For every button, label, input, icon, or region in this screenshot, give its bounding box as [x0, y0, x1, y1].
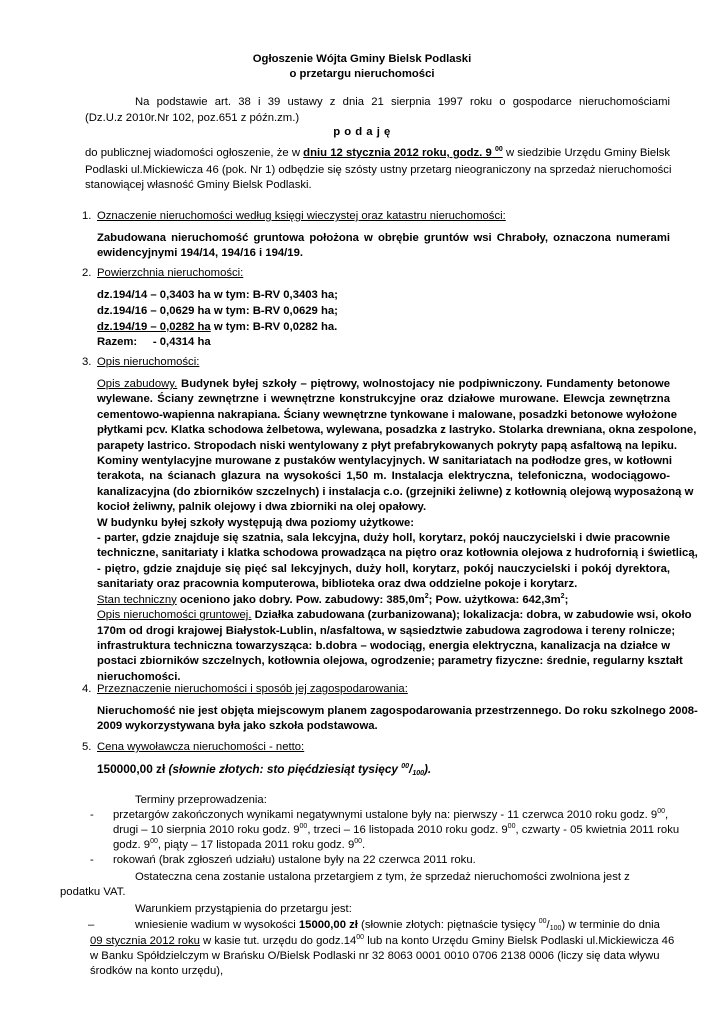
parcel-194-19-rest: w tym: B-RV 0,0282 ha.: [210, 320, 338, 333]
section-4-line-2: 2009 wykorzystywana była jako szkoła podstawowa.: [97, 720, 378, 733]
section-5-number: 5.: [82, 741, 92, 753]
starting-price: [97, 762, 670, 777]
section-3-line-10: W budynku byłej szkoły występują dwa poziomy użytkowe:: [97, 516, 414, 529]
intro-line-1: Na podstawie art. 38 i 39 ustawy z dnia 21 sierpnia 1997 roku o gospodarce nieruchomościami: [135, 96, 670, 108]
terms-dash-1: -: [90, 809, 94, 821]
land-description-line-1: [97, 608, 692, 623]
section-5-heading: Cena wywoławcza nieruchomości - netto:: [97, 741, 305, 753]
technical-state-line: [97, 593, 670, 608]
terms-line-4: rokowań (brak zgłoszeń udziału) ustalone były na 22 czerwca 2011 roku.: [113, 854, 476, 866]
terms-line-3-sup2: 00: [354, 838, 363, 845]
deposit-account-text: lub na konto Urzędu Gminy Bielsk Podlaski ul.Mickiewicza 46: [364, 935, 675, 947]
terms-line-1-end: ,: [664, 809, 669, 821]
terms-line-1-text: przetargów zakończonych wynikami negatywnymi ustalone były na: pierwszy - 11 czerwca 2010 roku godz. 9: [113, 809, 658, 821]
section-3-line-9: kocioł żeliwny, palnik olejowy i dwa zbiorniki na olej opałowy.: [97, 501, 427, 514]
announcement-text-b: w siedzibie Urzędu Gminy Bielsk: [502, 147, 671, 159]
deposit-text-b: (słownie złotych: piętnaście tysięcy: [357, 919, 539, 931]
terms-line-3-sup1: 00: [150, 838, 158, 845]
section-3-body: [97, 377, 698, 685]
section-1-heading: Oznaczenie nieruchomości według księgi wieczystej oraz katastru nieruchomości:: [97, 210, 506, 222]
price-fraction-num: 00: [401, 763, 410, 770]
section-3-line-11: - parter, gdzie znajduje się szatnia, sala lekcyjna, duży holl, korytarz, pokój nauczycielski i dwie pracownie: [97, 532, 670, 545]
section-2-heading: Powierzchnia nieruchomości:: [97, 267, 244, 279]
announcement-text-a: do publicznej wiadomości ogłoszenie, że w: [85, 147, 304, 159]
section-3-line-1-text: Budynek byłej szkoły – piętrowy, wolnostojacy nie podpiwniczony. Fundamenty betonowe: [177, 378, 670, 390]
terms-line-3: [113, 838, 670, 853]
land-description-line-3: infrastruktura techniczna towarzysząca: b.dobra – wodociąg, energia elektryczna, kanalizacja na działce w: [97, 639, 670, 652]
section-4-number: 4.: [82, 683, 92, 695]
section-3-number: 3.: [82, 356, 92, 368]
deposit-text-c: ) w terminie do dnia: [561, 919, 660, 931]
section-4-line-1: Nieruchomość nie jest objęta miejscowym planem zagospodarowania przestrzennego. Do roku szkolnego 2008-: [97, 705, 698, 717]
section-2-body: [97, 288, 670, 351]
conditions-line-1: [135, 918, 670, 933]
terms-line-2-c: , czwarty - 05 kwietnia 2011 roku: [515, 824, 680, 836]
parcel-194-14: dz.194/14 – 0,3403 ha w tym: B-RV 0,3403 ha;: [97, 289, 338, 301]
terms-line-1: [113, 808, 670, 823]
deposit-hour-sup: 00: [356, 934, 365, 941]
deposit-fraction-slash: /: [546, 919, 550, 931]
announcement-line-2: Podlaski ul.Mickiewicza 46 (pok. Nr 1) odbędzie się szósty ustny przetarg nieograniczony na sprzedaż nieruchomości: [85, 164, 672, 176]
price-words-end: ).: [424, 762, 432, 776]
section-2-number: 2.: [82, 267, 92, 279]
opis-zabudowy-label: Opis zabudowy.: [97, 378, 178, 390]
deposit-fraction-num: 00: [538, 918, 547, 925]
terms-line-3-c: .: [362, 839, 366, 851]
announcement-line-1: [85, 146, 670, 161]
section-3-line-2: wylewane. Ściany zewnętrzne i wewnętrzne konstrukcyjne oraz działowe murowane. Elewcja zewnętrzna: [97, 393, 670, 406]
section-1-body: [97, 231, 670, 261]
section-4-heading: Przeznaczenie nieruchomości i sposób jej zagospodarowania:: [97, 683, 408, 695]
podaje-heading: p o d a j ę: [333, 126, 391, 138]
section-1-line-1: Zabudowana nieruchomość gruntowa położona w obrębie gruntów wsi Chraboły, oznaczona numerami: [97, 232, 670, 244]
deposit-cashier-text: w kasie tut. urzędu do godz.14: [199, 935, 357, 947]
conditions-line-2: [90, 934, 675, 949]
conditions-heading: Warunkiem przystąpienia do przetargu jest:: [135, 903, 352, 915]
section-3-line-3: cementowo-wapienna nakrapiana. Ściany wewnętrzne tynkowane i malowane, posadzki betonowe wyłożone: [97, 408, 678, 421]
auction-date-minutes: 00: [494, 146, 503, 153]
opis-gruntowej-label: Opis nieruchomości gruntowej.: [97, 609, 252, 622]
section-3-line-13: - piętro, gdzie znajduje się pięć sal lekcyjnych, duży holl, korytarz, pokój nauczycielski i pokój dyrektora,: [97, 562, 670, 575]
land-description-line-5: nieruchomości.: [97, 670, 181, 683]
parcel-194-16: dz.194/16 – 0,0629 ha w tym: B-RV 0,0629 ha;: [97, 304, 338, 317]
section-3-line-12: techniczne, sanitariaty i klatka schodowa prowadząca na piętro oraz kotłownia olejowa z hudrofornią i świetlicą,: [97, 547, 698, 560]
conditions-line-4: środków na konto urzędu),: [90, 965, 224, 977]
section-3-line-14: sanitariaty oraz pracownia komputerowa, biblioteka oraz dwa oddzielne pokoje i korytarz.: [97, 578, 578, 591]
built-area-text: oceniono jako dobry. Pow. zabudowy: 385,0m: [176, 593, 425, 606]
terms-line-2-sup1: 00: [299, 823, 308, 830]
price-amount: 150000,00 zł: [97, 762, 169, 776]
section-1-line-2: ewidencyjnymi 194/14, 194/16 i 194/19.: [97, 247, 303, 260]
terms-dash-2: -: [90, 854, 94, 866]
terms-heading: Terminy przeprowadzenia:: [135, 794, 267, 806]
conditions-line-3: w Banku Spółdzielczym w Brańsku O/Bielsk Podlaski nr 32 8063 0001 0010 0706 2138 0006 (liczy się data wływu: [90, 950, 660, 962]
terms-line-3-b: , piąty – 17 listopada 2011 roku godz. 9: [157, 839, 355, 851]
section-3-heading: Opis nieruchomości:: [97, 356, 200, 368]
stan-techniczny-label: Stan techniczny: [97, 593, 177, 606]
terms-line-1-sup: 00: [657, 808, 665, 815]
vat-line-2: podatku VAT.: [60, 886, 126, 898]
usable-area-text: ; Pow. użytkowa: 642,3m: [428, 593, 561, 606]
deposit-deadline: 09 stycznia 2012 roku: [90, 935, 200, 947]
parcel-194-19-area: dz.194/19 – 0,0282 ha: [97, 320, 211, 333]
usable-area-unit-exp: 2: [560, 592, 565, 600]
terms-line-2-sup2: 00: [507, 823, 516, 830]
land-description-line-2: 170m od drogi krajowej Białystok-Lublin, n/asfaltowa, w sąsiedztwie zabudowa zagrodowa i tereny rolnicze;: [97, 624, 676, 637]
section-3-line-6: Kominy wentylacyjne murowane z pustaków wentylacyjnych. W sanitariatach na podłodze gres, w kotłowni: [97, 455, 673, 468]
deposit-amount: 15000,00 zł: [298, 919, 358, 931]
announcement-line-3: stanowiącej własność Gminy Bielsk Podlaski.: [85, 179, 312, 191]
terms-line-2-b: , trzeci – 16 listopada 2010 roku godz. 9: [307, 824, 508, 836]
section-3-line-5: parapety lastrico. Stropodach niski wentylowany z płyt prefabrykowanych pokryty papą asfaltową na lepiku.: [97, 439, 678, 452]
technical-state-end: ;: [564, 593, 569, 606]
intro-line-2: (Dz.U.z 2010r.Nr 102, poz.651 z późn.zm.): [85, 112, 300, 124]
price-words-text: (słownie złotych: sto pięćdziesiąt tysięcy: [168, 762, 402, 776]
title-line-1: Ogłoszenie Wójta Gminy Bielsk Podlaski: [252, 53, 472, 65]
page-title: [0, 52, 724, 82]
price-in-words: [169, 762, 432, 776]
section-3-line-4: płytkami pcv. Klatka schodowa żelbetowa, wylewana, posadzka z lastryko. Stolarka drewniana, okna zespolone,: [97, 424, 697, 437]
land-description-line-4: postaci zbiorników szczelnych, kotłownia olejowa, ogrodzenie; parametry fizyczne: średnie, regularny kształt: [97, 655, 683, 668]
section-3-line-8: kanalizacyjna (do zbiorników szczelnych) i instalacja c.o. (grzejniki żeliwne) z kotłownią olejową wyposażoną w: [97, 485, 694, 498]
price-fraction-slash: /: [409, 762, 413, 776]
vat-line-1: Ostateczna cena zostanie ustalona przetargiem z tym, że sprzedaż nieruchomości zwolniona jest z: [135, 871, 630, 883]
land-description-line-1-text: Działka zabudowana (zurbanizowana); lokalizacja: dobra, w zabudowie wsi, około: [251, 609, 692, 622]
deposit-fraction-den: 100: [549, 925, 562, 932]
section-4-body: [97, 704, 698, 734]
terms-line-2: [113, 823, 680, 838]
auction-date-text: dniu 12 stycznia 2012 roku, godz. 9: [303, 147, 492, 159]
conditions-dash: –: [88, 919, 95, 931]
parcel-total: Razem: - 0,4314 ha: [97, 336, 211, 349]
section-3-line-7: terakota, na ścianach glazura na wysokości 1,50 m. Instalacja elektryczna, telefoniczna, wodociągowo-: [97, 470, 670, 483]
section-1-number: 1.: [82, 210, 92, 222]
terms-line-3-a: godz. 9: [113, 839, 151, 851]
section-3-line-1: [97, 377, 670, 392]
parcel-194-19: [97, 320, 670, 336]
title-line-2: o przetargu nieruchomości: [289, 68, 435, 80]
built-area-unit-exp: 2: [424, 592, 429, 600]
price-fraction-den: 100: [412, 770, 424, 777]
deposit-text-a: wniesienie wadium w wysokości: [135, 919, 299, 931]
terms-line-2-a: drugi – 10 sierpnia 2010 roku godz. 9: [113, 824, 300, 836]
auction-date: [303, 147, 503, 159]
